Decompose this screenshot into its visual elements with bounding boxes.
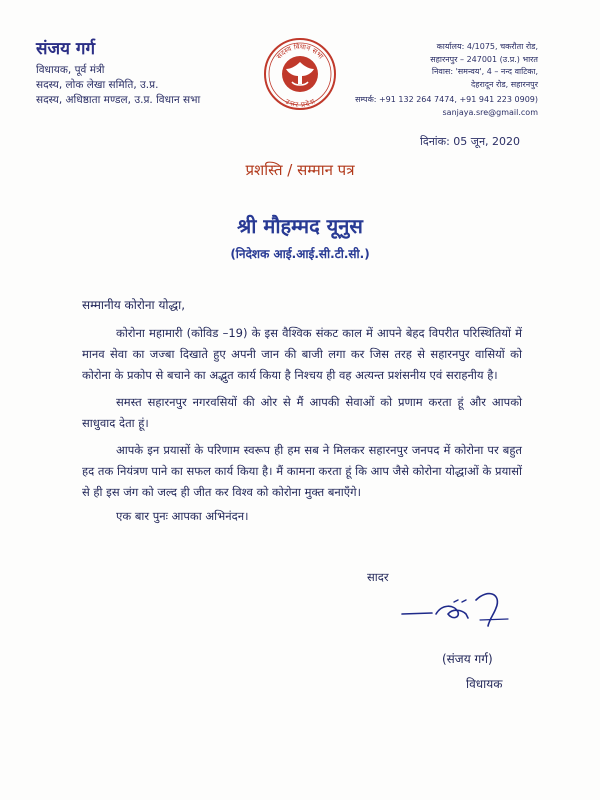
- body-paragraph: कोरोना महामारी (कोविड –19) के इस वैश्विक संकट काल में आपने बेहद विपरीत परिस्थितियों में मानव सेवा का जज्बा दिखाते हुए अपनी जान की बाजी लगा कर जिस तरह से सहारनपुर वासियों को कोरोना के प्रकोप से बचाने का अद्भुत कार्य किया है निश्चय ही वह अत्यन्त प्रशंसनीय एवं सराहनीय है।: [82, 326, 522, 382]
- honoree-name: श्री मौहम्मद यूनुस: [237, 214, 363, 238]
- address-line: सहारनपुर – 247001 (उ.प्र.) भारत: [430, 54, 538, 64]
- seal-bottom-text: उत्तर प्रदेश: [283, 97, 317, 110]
- contact-block: [338, 41, 538, 119]
- email-line: sanjaya.sre@gmail.com: [442, 107, 538, 117]
- closing-line: एक बार पुनः आपका अभिनंदन।: [116, 509, 249, 523]
- sender-name: संजय गर्ग: [36, 39, 96, 59]
- body-paragraph: समस्त सहारनपुर नगरवसियों की ओर से मैं आपकी सेवाओं को प्रणाम करता हूं और आपको साधुवाद देता हूं।: [82, 395, 522, 430]
- address-line: निवास: 'समन्वय', 4 – नन्द वाटिका,: [431, 67, 538, 76]
- signatory-name: (संजय गर्ग): [442, 652, 493, 666]
- honoree-designation: (निदेशक आई.आई.सी.टी.सी.): [230, 247, 370, 261]
- salutation: सम्मानीय कोरोना योद्धा,: [82, 298, 186, 312]
- sender-block: [36, 36, 246, 108]
- address-line: देहरादून रोड, सहारनपुर: [470, 79, 538, 89]
- regards-text: सादर: [367, 570, 389, 584]
- phone-line: सम्पर्क: +91 132 264 7474, +91 941 223 0909): [355, 95, 538, 104]
- assembly-seal-icon: [262, 36, 338, 112]
- sender-title-line: सदस्य, लोक लेखा समिति, उ.प्र.: [36, 79, 159, 91]
- signature-icon: [398, 590, 518, 632]
- assembly-seal: [262, 36, 338, 112]
- letter-body: [82, 296, 522, 524]
- signatory-designation: विधायक: [466, 677, 503, 691]
- sender-title-line: सदस्य, अधिष्ठाता मण्डल, उ.प्र. विधान सभा: [36, 94, 201, 106]
- address-line: कार्यालय: 4/1075, चकरौता रोड,: [436, 42, 538, 51]
- document-title: प्रशस्ति / सम्मान पत्र: [245, 161, 355, 179]
- letter-date: दिनांक: 05 जून, 2020: [420, 135, 521, 148]
- handwritten-signature: [398, 590, 518, 632]
- seal-top-text: सदस्य विधान सभा: [275, 42, 325, 61]
- body-paragraph: आपके इन प्रयासों के परिणाम स्वरूप ही हम सब ने मिलकर सहारनपुर जनपद में कोरोना पर बहुत हद तक नियंत्रण पाने का सफल कार्य किया है। मैं कामना करता हूं कि आप जैसे कोरोना योद्धाओं के प्रयासों से ही इस जंग को जल्द ही जीत कर विश्व को कोरोना मुक्त बनाएँगे।: [82, 443, 522, 499]
- sender-title-line: विधायक, पूर्व मंत्री: [36, 64, 105, 76]
